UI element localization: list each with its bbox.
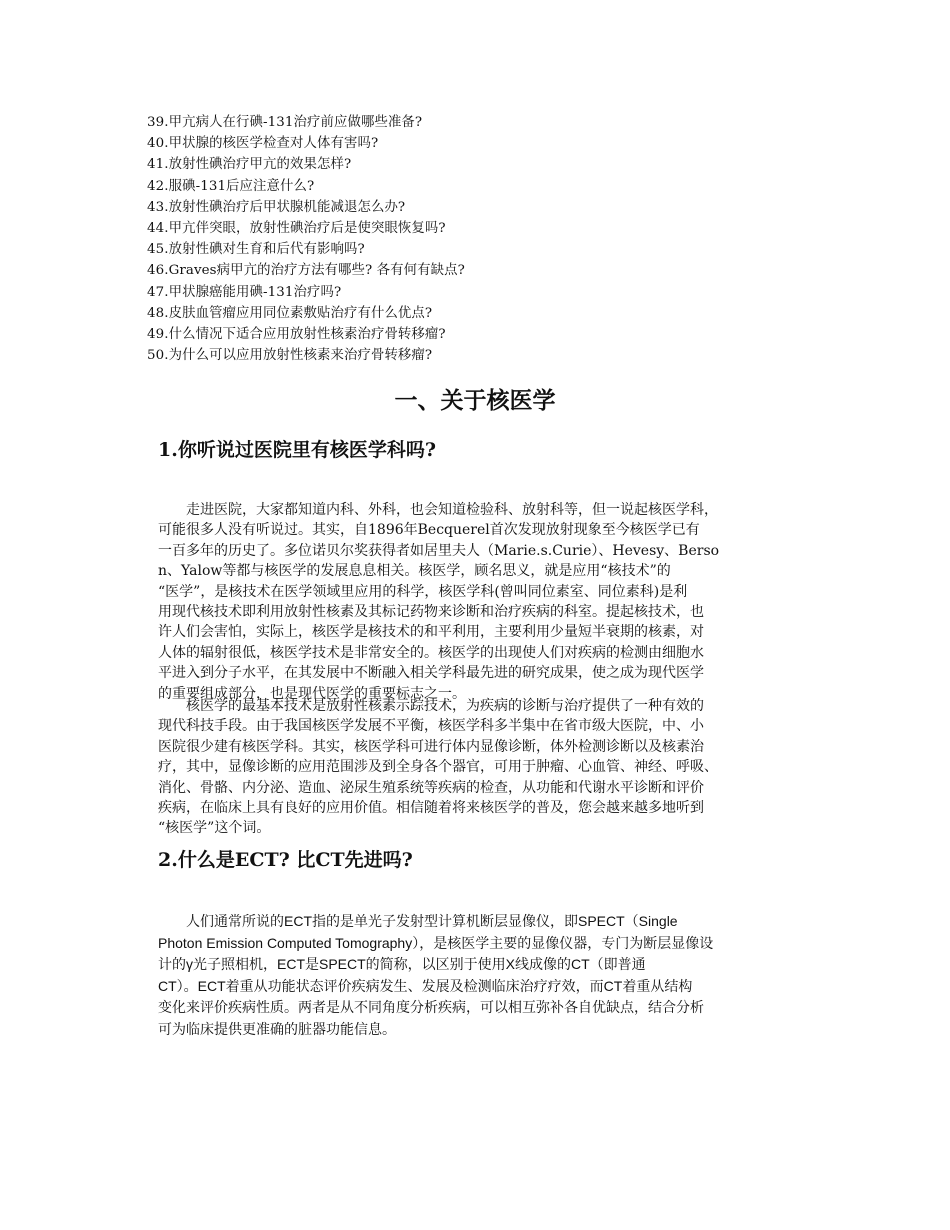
question-item: 44.甲亢伴突眼，放射性碘治疗后是使突眼恢复吗?: [147, 221, 446, 237]
text-line: 变化来评价疾病性质。两者是从不同角度分析疾病，可以相互弥补各自优缺点，结合分析: [158, 999, 704, 1016]
text-line: 消化、骨骼、内分泌、造血、泌尿生殖系统等疾病的检查，从功能和代谢水平诊断和评价: [158, 779, 704, 796]
question-item: 41.放射性碘治疗甲亢的效果怎样?: [147, 157, 352, 173]
section-title: 一、关于核医学: [394, 387, 556, 414]
text-line: n、Yalow等都与核医学的发展息息相关。核医学，顾名思义，就是应用“核技术”的: [158, 563, 671, 580]
text-line: 一百多年的历史了。多位诺贝尔奖获得者如居里夫人（Marie.s.Curie）、Hevesy、Berso: [158, 542, 720, 559]
text-line: 可为临床提供更准确的脏器功能信息。: [158, 1020, 396, 1037]
text-line: 人们通常所说的ECT指的是单光子发射型计算机断层显像仪，即SPECT（Single: [158, 913, 678, 929]
question-item: 46.Graves病甲亢的治疗方法有哪些? 各有何有缺点?: [147, 263, 465, 279]
text-line: 疗，其中，显像诊断的应用范围涉及到全身各个器官，可用于肿瘤、心血管、神经、呼吸、: [158, 759, 718, 776]
question-item: 50.为什么可以应用放射性核素来治疗骨转移瘤?: [147, 348, 433, 364]
text-line: “核医学”这个词。: [158, 820, 271, 837]
text-line: 用现代核技术即利用放射性核素及其标记药物来诊断和治疗疾病的科室。提起核技术，也: [158, 604, 704, 621]
text-line: 走进医院，大家都知道内科、外科，也会知道检验科、放射科等，但一说起核医学科，: [158, 502, 718, 518]
text-line: Photon Emission Computed Tomography），是核医学主要的显像仪器，专门为断层显像设: [158, 934, 714, 951]
text-line: “医学”，是核技术在医学领域里应用的科学，核医学科(曾叫同位素室、同位素科)是利: [158, 583, 688, 600]
text-line: 医院很少建有核医学科。其实，核医学科可进行体内显像诊断，体外检测诊断以及核素治: [158, 738, 704, 755]
text-line: 计的γ光子照相机，ECT是SPECT的简称，以区别于使用X线成像的CT（即普通: [158, 956, 646, 973]
question-1-heading: 1.你听说过医院里有核医学科吗?: [158, 439, 436, 461]
text-line: CT）。ECT着重从功能状态评价疾病发生、发展及检测临床治疗疗效，而CT着重从结构: [158, 977, 693, 994]
text-line: 疾病，在临床上具有良好的应用价值。相信随着将来核医学的普及，您会越来越多地听到: [158, 800, 704, 817]
question-list: [147, 112, 465, 366]
question-item: 48.皮肤血管瘤应用同位素敷贴治疗有什么优点?: [147, 305, 433, 321]
text-line: 现代科技手段。由于我国核医学发展不平衡，核医学科多半集中在省市级大医院，中、小: [158, 718, 704, 735]
text-line: 许人们会害怕，实际上，核医学是核技术的和平利用，主要利用少量短半衰期的核素，对: [158, 624, 704, 641]
question-item: 42.服碘-131后应注意什么?: [147, 178, 315, 194]
question-2-heading: 2.什么是ECT? 比CT先进吗?: [158, 849, 413, 871]
text-line: 核医学的最基本技术是放射性核素示踪技术，为疾病的诊断与治疗提供了一种有效的: [158, 698, 704, 714]
question-item: 39.甲亢病人在行碘-131治疗前应做哪些准备?: [147, 115, 423, 130]
text-line: 人体的辐射很低，核医学技术是非常安全的。核医学的出现使人们对疾病的检测由细胞水: [158, 644, 704, 661]
question-1-paragraph-1: [158, 500, 798, 704]
text-line: 可能很多人没有听说过。其实，自1896年Becquerel首次发现放射现象至今核医学已有: [158, 522, 700, 539]
question-item: 40.甲状腺的核医学检查对人体有害吗?: [147, 136, 379, 152]
text-line: 平进入到分子水平，在其发展中不断融入相关学科最先进的研究成果，使之成为现代医学: [158, 665, 704, 682]
question-item: 43.放射性碘治疗后甲状腺机能减退怎么办?: [147, 199, 406, 215]
text-line: 的重要组成部分，也是现代医学的重要标志之一。: [158, 685, 466, 702]
question-1-paragraph-2: [158, 696, 798, 839]
question-item: 47.甲状腺癌能用碘-131治疗吗?: [147, 284, 342, 300]
question-item: 49.什么情况下适合应用放射性核素治疗骨转移瘤?: [147, 327, 446, 343]
question-item: 45.放射性碘对生育和后代有影响吗?: [147, 242, 365, 258]
question-2-paragraph: [158, 911, 798, 1041]
